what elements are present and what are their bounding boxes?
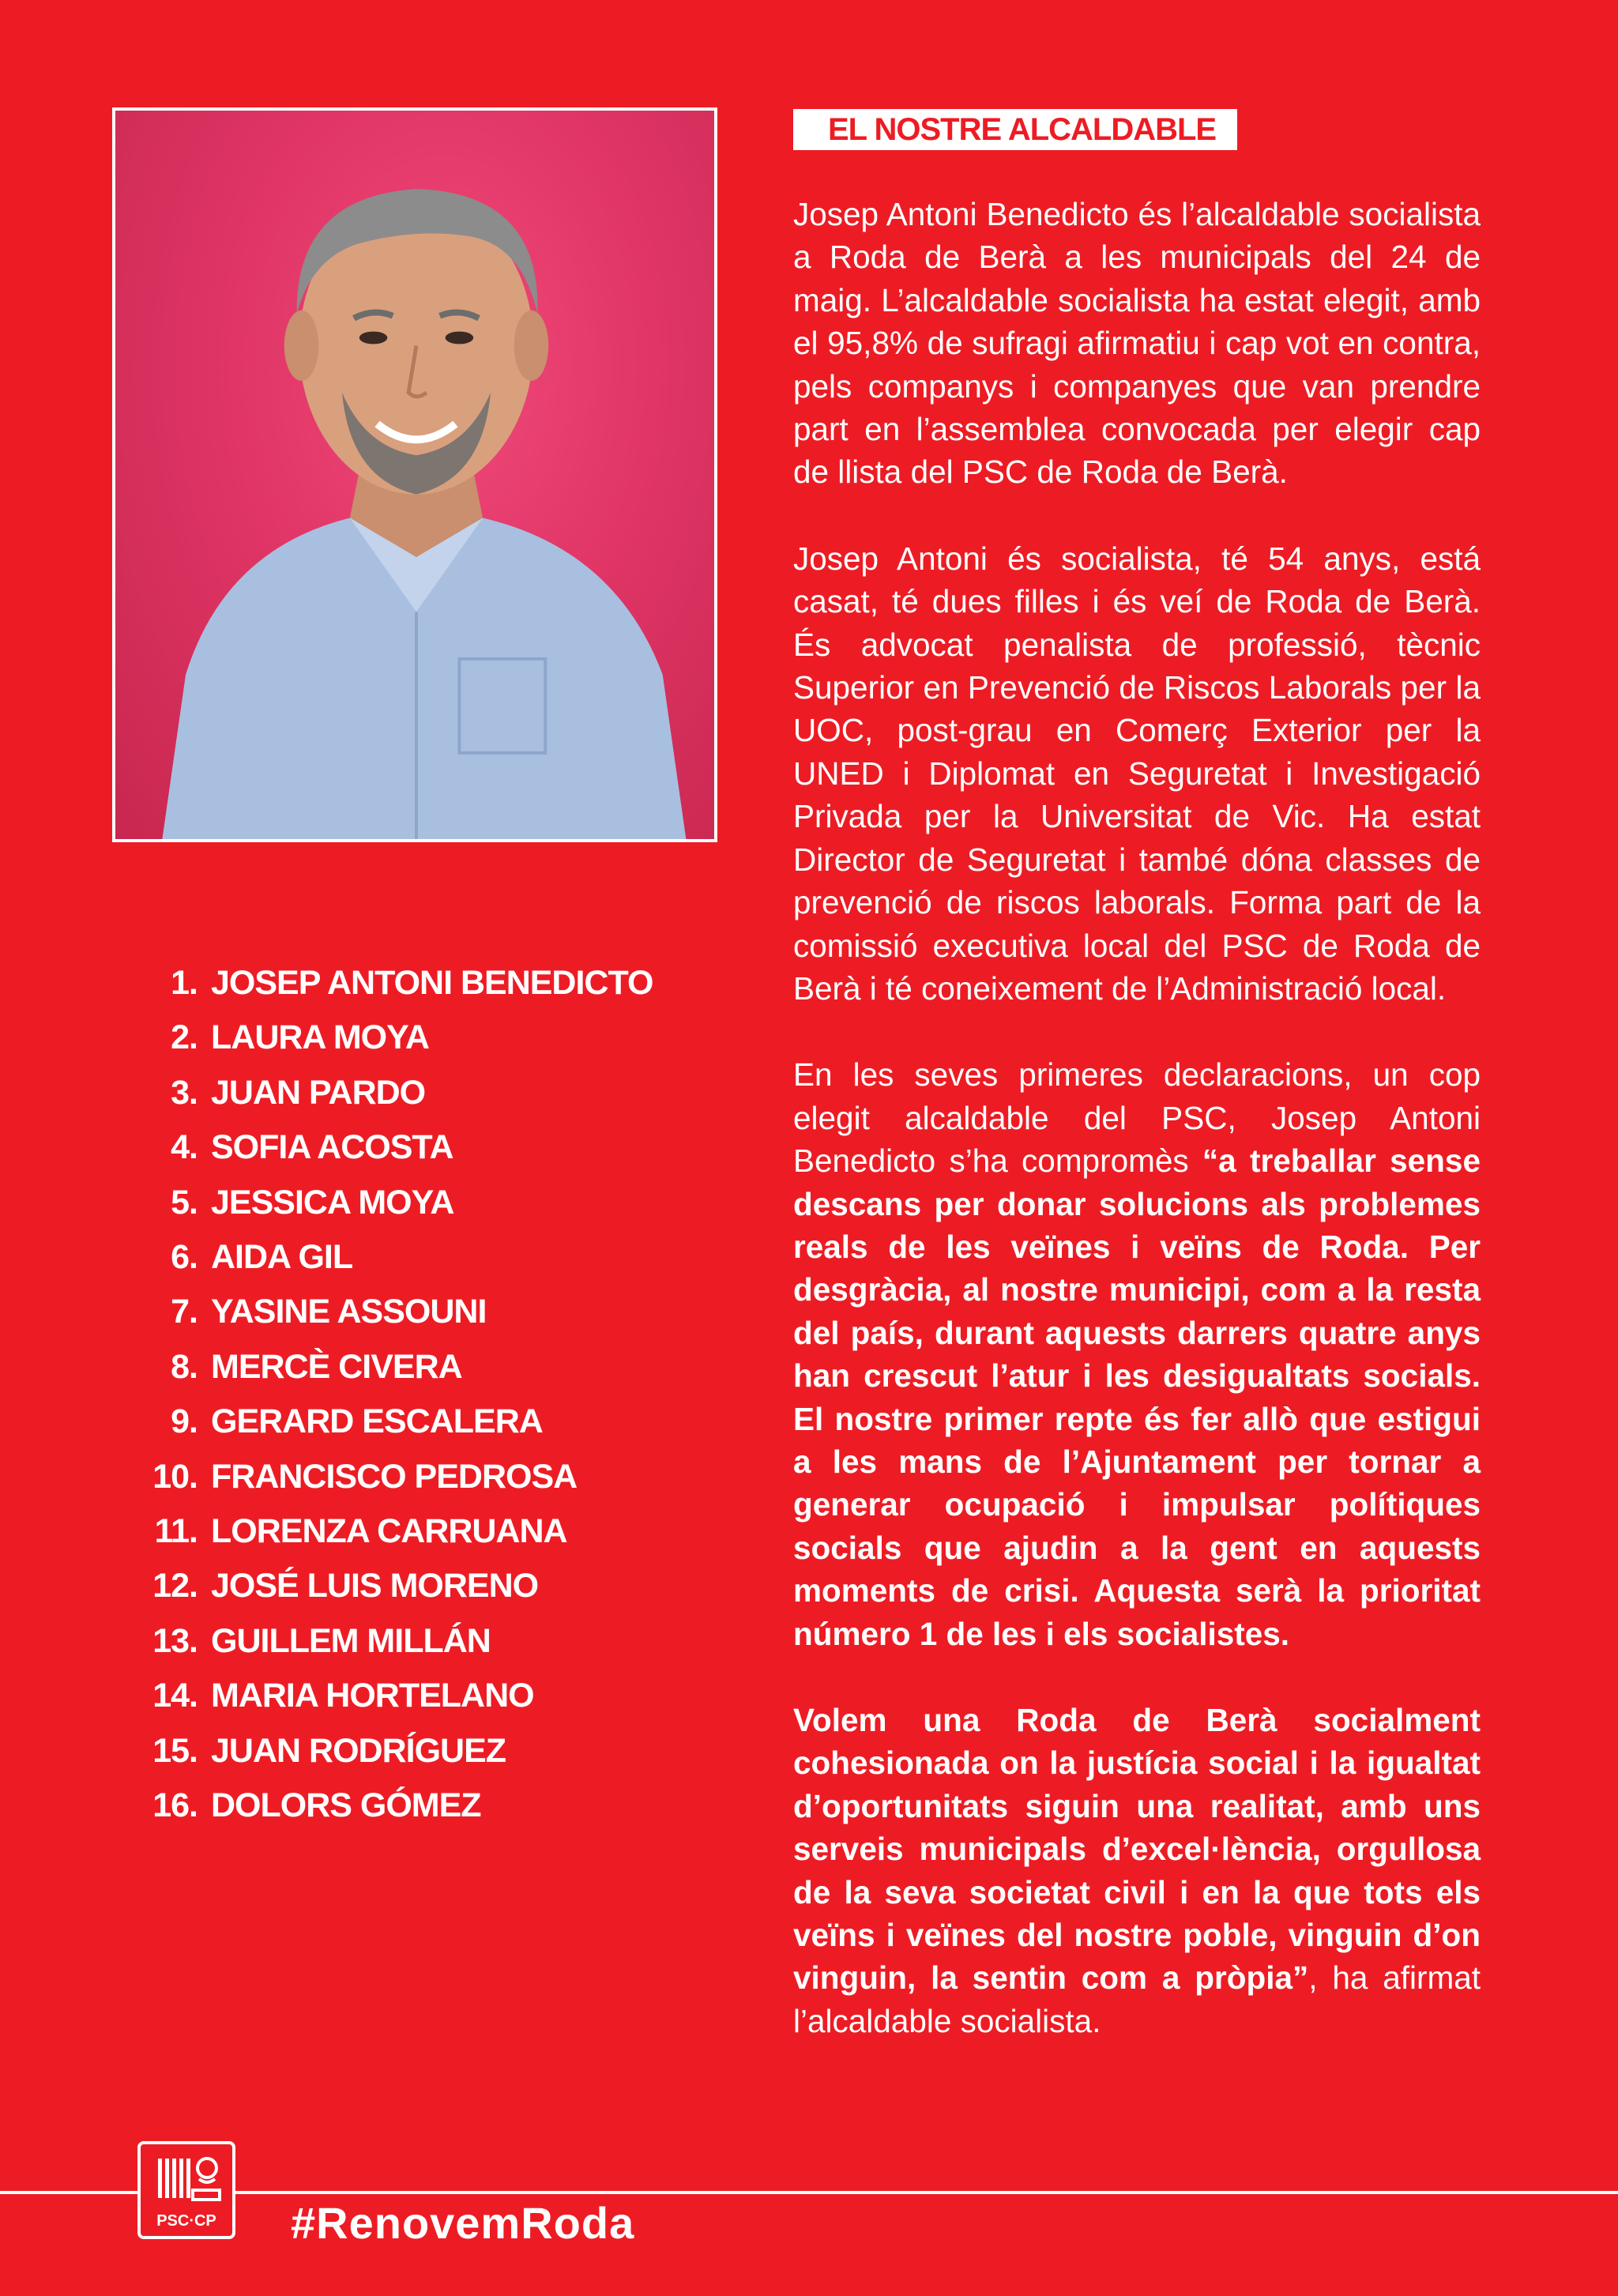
candidate-name: JOSEP ANTONI BENEDICTO [211, 964, 653, 1002]
list-item [126, 1176, 653, 1230]
portrait-illustration [115, 111, 714, 839]
article-paragraph-1: Josep Antoni Benedicto és l’alcaldable socialista a Roda de Berà a les municipals del 24 de maig. L’alcaldable socialista ha estat elegit, amb el 95,8% de sufragi afirmatiu i cap vot en contra, pels companys i companyes que van prendre part en l’assemblea convocada per elegir cap de llista del PSC de Roda de Berà. [793, 196, 1481, 491]
candidate-name: AIDA GIL [211, 1238, 353, 1277]
article-body [793, 193, 1481, 2042]
article-quote-2: Volem una Roda de Berà socialment cohesionada on la justícia social i la igualtat d’oportunitats siguin una realitat, amb uns serveis municipals d’excel·lència, orgullosa de la seva societat civil i en la que tots els veïns i veïnes del nostre poble, vinguin d’on vinguin, la sentin com a pròpia” [793, 1702, 1481, 1997]
candidate-number: 11. [154, 1512, 198, 1551]
candidate-name: JESSICA MOYA [211, 1183, 454, 1221]
list-item [126, 956, 653, 1011]
candidate-number: 10. [152, 1457, 198, 1496]
list-item [126, 1450, 653, 1504]
footer-divider [0, 2191, 1618, 2194]
article-quote-1: “a treballar sense descans per donar solucions als problemes reals de les veïnes i veïns de Roda. Per desgràcia, al nostre municipi, com a la resta del país, durant aquests darrers quatre anys han crescut l’atur i les desigualtats socials. El nostre primer repte és fer allò que estigui a les mans de l’Ajuntament per tornar a generar ocupació i impulsar polítiques socials que ajudin a la gent en aquests moments de crisi. Aquesta serà la prioritat número 1 de les i els socialistes. [793, 1142, 1481, 1652]
candidate-name: FRANCISCO PEDROSA [211, 1457, 578, 1496]
candidate-number: 4. [171, 1128, 198, 1167]
list-item [126, 1066, 653, 1120]
article-paragraph-2: Josep Antoni és socialista, té 54 anys, está casat, té dues filles i és veí de Roda de Berà. És advocat penalista de professió, tècnic Superior en Prevenció de Riscos Laborals per la UOC, post-grau en Comerç Exterior per la UNED i Diplomat en Seguretat i Investigació Privada per la Universitat de Vic. Ha estat Director de Seguretat i també dóna classes de prevenció de riscos laborals. Forma part de la comissió executiva local del PSC de Roda de Berà i té coneixement de l’Administració local. [793, 540, 1481, 1007]
logo-text: PSC·CP [156, 2212, 216, 2230]
candidate-name: JUAN PARDO [211, 1073, 426, 1112]
section-heading-box [793, 109, 1237, 150]
list-item [126, 1559, 653, 1613]
candidate-photo [112, 107, 717, 842]
list-item [126, 1340, 653, 1395]
article-paragraph-4 [793, 1699, 1481, 2042]
list-item [126, 1011, 653, 1065]
candidate-name: SOFIA ACOSTA [211, 1128, 453, 1167]
candidate-number: 1. [171, 964, 198, 1002]
article-paragraph-3 [793, 1053, 1481, 1655]
candidate-number: 8. [171, 1347, 198, 1386]
list-item [126, 1230, 653, 1285]
candidate-name: MARIA HORTELANO [211, 1677, 534, 1715]
campaign-hashtag: #RenovemRoda [291, 2198, 635, 2248]
candidate-number: 2. [171, 1018, 198, 1057]
candidate-number: 3. [171, 1073, 198, 1112]
section-title: EL NOSTRE ALCALDABLE [828, 112, 1217, 147]
article-paragraph-4-outro: , ha afirmat l’alcaldable socialista. [793, 1959, 1481, 2039]
list-item [126, 1504, 653, 1559]
candidate-name: JOSÉ LUIS MORENO [211, 1567, 539, 1605]
list-item [126, 1724, 653, 1778]
candidate-name: GUILLEM MILLÁN [211, 1621, 491, 1660]
list-item [126, 1614, 653, 1669]
candidate-number: 12. [152, 1567, 198, 1605]
candidate-number: 13. [152, 1621, 198, 1660]
candidate-list [126, 956, 653, 1834]
candidate-name: JUAN RODRÍGUEZ [211, 1731, 506, 1770]
psc-logo [137, 2141, 235, 2239]
fist-rose-icon [147, 2151, 226, 2206]
candidate-number: 5. [171, 1183, 198, 1221]
list-item [126, 1120, 653, 1175]
list-item [126, 1669, 653, 1723]
list-item [126, 1395, 653, 1449]
candidate-number: 6. [171, 1238, 198, 1277]
candidate-number: 16. [152, 1786, 198, 1825]
candidate-number: 15. [152, 1731, 198, 1770]
candidate-name: YASINE ASSOUNI [211, 1293, 487, 1331]
candidate-number: 7. [171, 1293, 198, 1331]
candidate-name: LORENZA CARRUANA [211, 1512, 567, 1551]
candidate-number: 9. [171, 1402, 198, 1441]
candidate-number: 14. [152, 1677, 198, 1715]
candidate-name: MERCÈ CIVERA [211, 1347, 462, 1386]
list-item [126, 1285, 653, 1339]
candidate-name: DOLORS GÓMEZ [211, 1786, 481, 1825]
article-paragraph-3-intro: En les seves primeres declaracions, un cop elegit alcaldable del PSC, Josep Antoni Benedicto s’ha compromès [793, 1056, 1481, 1180]
candidate-name: GERARD ESCALERA [211, 1402, 543, 1441]
candidate-name: LAURA MOYA [211, 1018, 429, 1057]
list-item [126, 1778, 653, 1833]
